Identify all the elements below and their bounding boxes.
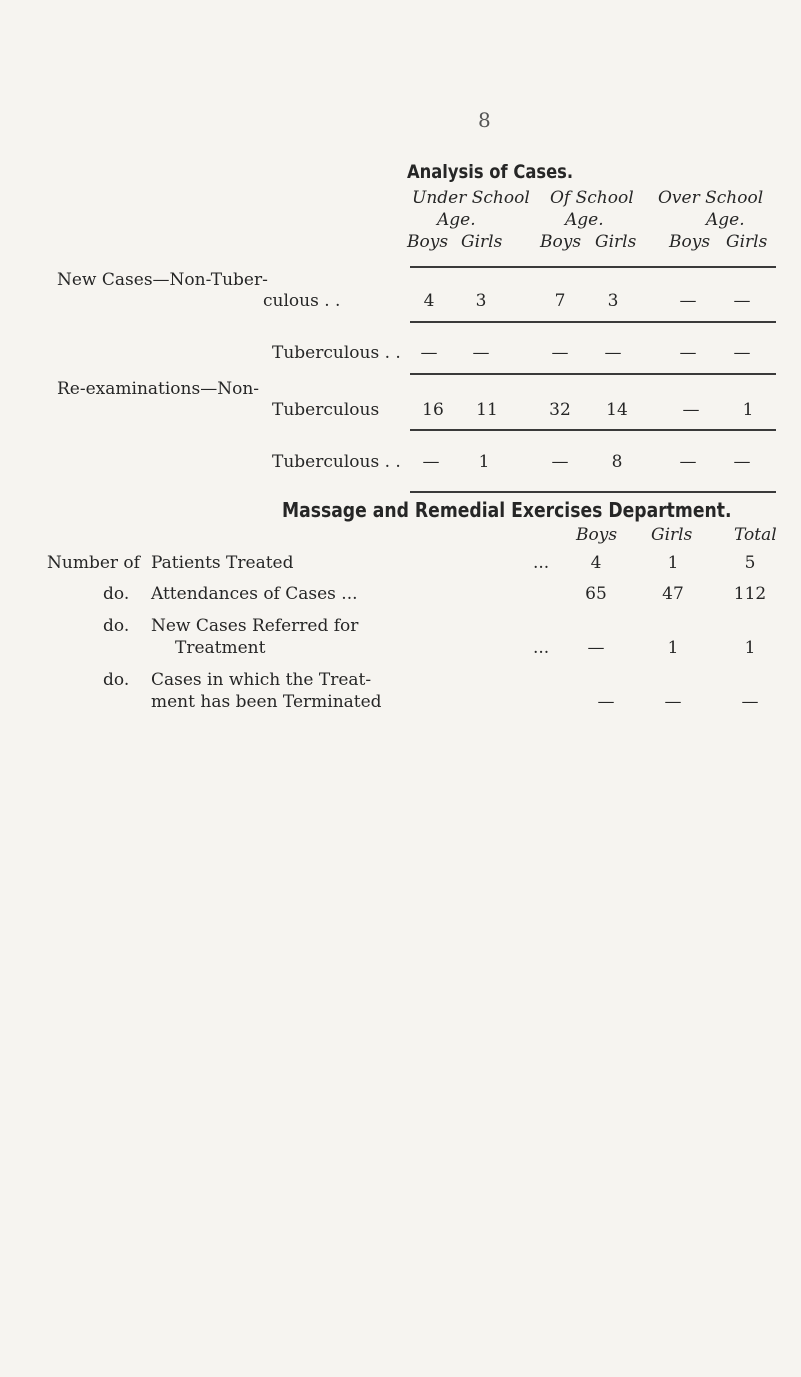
- table-rule: [410, 429, 776, 431]
- massage-row-prefix: do.: [103, 670, 130, 690]
- sub-header-girls: Girls: [461, 232, 503, 252]
- row-label-line1: Tuberculous . .: [272, 452, 401, 472]
- table-cell: —: [733, 452, 751, 472]
- table-cell: —: [604, 343, 622, 363]
- massage-cell: —: [587, 638, 605, 658]
- table-cell: —: [551, 452, 569, 472]
- table-cell: 8: [611, 452, 623, 472]
- massage-cell: —: [597, 692, 615, 712]
- massage-row-dots: ...: [533, 553, 550, 573]
- massage-cell: 5: [744, 553, 756, 573]
- massage-title: Massage and Remedial Exercises Department.: [282, 498, 732, 522]
- massage-row-prefix: do.: [103, 584, 130, 604]
- table-cell: 4: [423, 291, 435, 311]
- table-cell: 32: [549, 400, 571, 420]
- massage-row-label: Cases in which the Treat-: [151, 670, 372, 690]
- massage-row-prefix: do.: [103, 616, 130, 636]
- massage-row-label-line2: ment has been Terminated: [151, 692, 382, 712]
- massage-cell: 47: [662, 584, 684, 604]
- table-cell: —: [733, 291, 751, 311]
- massage-cell: —: [741, 692, 759, 712]
- table-rule: [410, 321, 776, 323]
- row-label-line2: culous . .: [263, 291, 341, 311]
- table-cell: 16: [422, 400, 444, 420]
- table-rule: [410, 373, 776, 375]
- massage-header-boys: Boys: [576, 525, 618, 545]
- group-header-over-line2: Age.: [706, 210, 745, 230]
- table-cell: —: [733, 343, 751, 363]
- massage-row-dots: ...: [533, 638, 550, 658]
- analysis-title: Analysis of Cases.: [407, 161, 574, 183]
- group-header-under-line2: Age.: [437, 210, 476, 230]
- massage-cell: 4: [590, 553, 602, 573]
- table-cell: —: [422, 452, 440, 472]
- row-label-line2: Tuberculous: [272, 400, 380, 420]
- table-rule: [410, 266, 776, 268]
- massage-row-label: New Cases Referred for: [151, 616, 359, 636]
- massage-row-label: Patients Treated: [151, 553, 294, 573]
- table-cell: 3: [607, 291, 619, 311]
- sub-header-boys: Boys: [669, 232, 711, 252]
- table-cell: —: [679, 291, 697, 311]
- sub-header-boys: Boys: [540, 232, 582, 252]
- table-cell: —: [551, 343, 569, 363]
- table-cell: —: [420, 343, 438, 363]
- table-cell: 11: [476, 400, 498, 420]
- massage-row-label: Attendances of Cases ...: [151, 584, 358, 604]
- massage-cell: 112: [733, 584, 767, 604]
- massage-cell: 1: [667, 638, 679, 658]
- group-header-over-line1: Over School: [658, 188, 764, 208]
- massage-header-girls: Girls: [651, 525, 693, 545]
- table-cell: —: [679, 452, 697, 472]
- sub-header-girls: Girls: [595, 232, 637, 252]
- massage-cell: 65: [585, 584, 607, 604]
- table-cell: 14: [606, 400, 628, 420]
- table-rule: [410, 491, 776, 493]
- row-label-line1: New Cases—Non-Tuber-: [57, 270, 268, 290]
- table-cell: 3: [475, 291, 487, 311]
- sub-header-girls: Girls: [726, 232, 768, 252]
- massage-row-label-line2: Treatment: [175, 638, 266, 658]
- table-cell: 7: [554, 291, 566, 311]
- group-header-of-line2: Age.: [565, 210, 604, 230]
- massage-row-prefix: Number of: [47, 553, 140, 573]
- row-label-line1: Re-examinations—Non-: [57, 379, 260, 399]
- massage-header-total: Total: [734, 525, 777, 545]
- page-number: 8: [478, 108, 491, 132]
- massage-cell: —: [664, 692, 682, 712]
- massage-cell: 1: [744, 638, 756, 658]
- row-label-line1: Tuberculous . .: [272, 343, 401, 363]
- table-cell: 1: [742, 400, 754, 420]
- massage-cell: 1: [667, 553, 679, 573]
- sub-header-boys: Boys: [407, 232, 449, 252]
- group-header-of-line1: Of School: [550, 188, 634, 208]
- table-cell: —: [472, 343, 490, 363]
- table-cell: —: [682, 400, 700, 420]
- group-header-under-line1: Under School: [412, 188, 530, 208]
- table-cell: —: [679, 343, 697, 363]
- table-cell: 1: [478, 452, 490, 472]
